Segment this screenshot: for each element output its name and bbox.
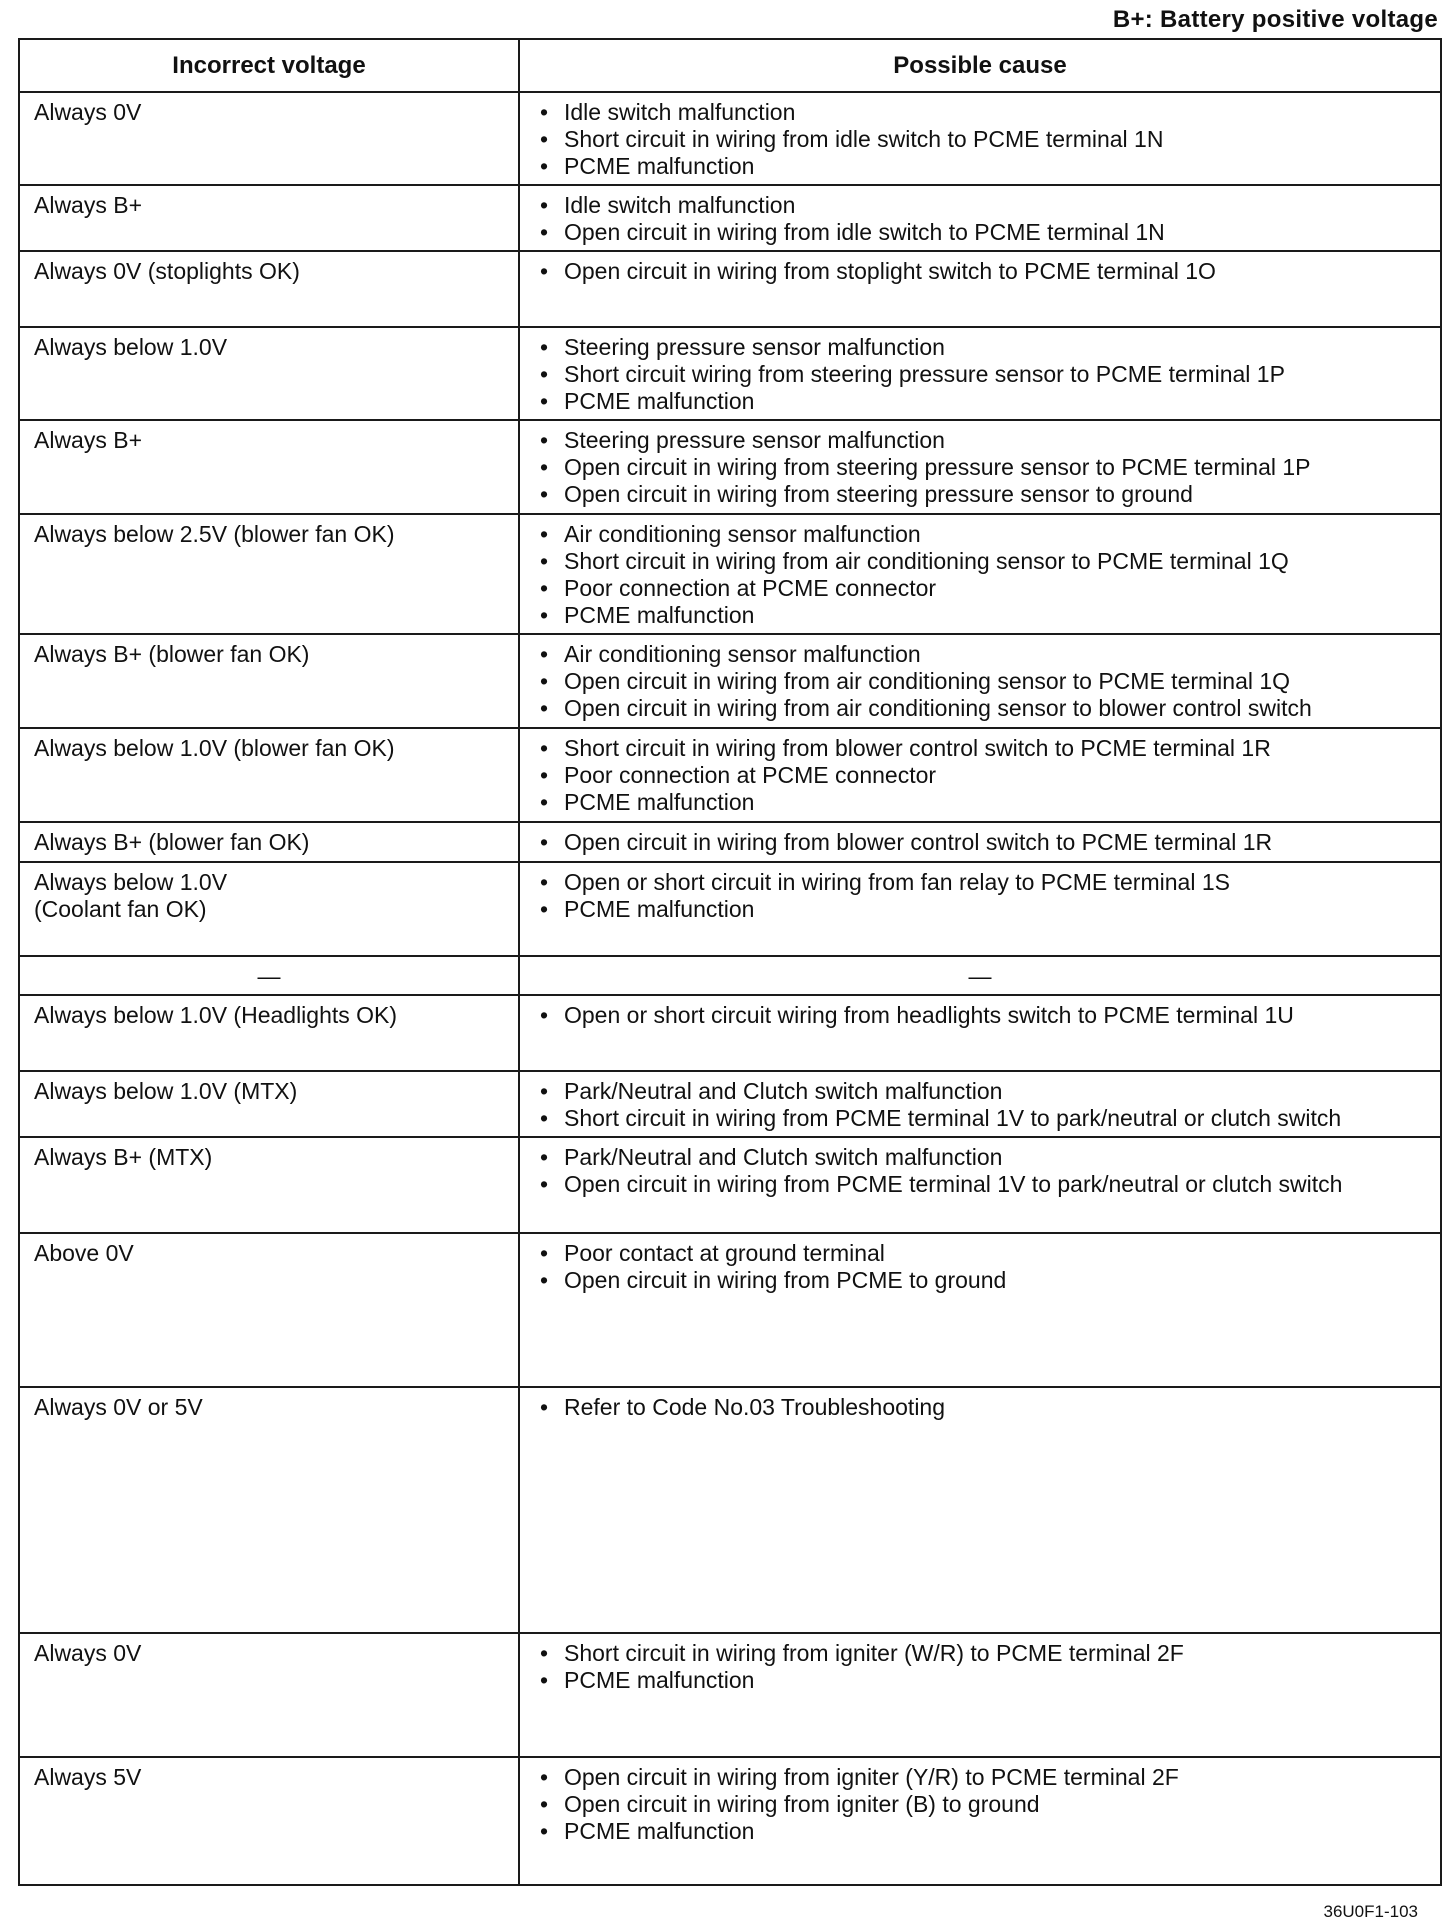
incorrect-voltage-cell: — [19, 956, 519, 995]
table-row [19, 185, 1441, 251]
possible-cause-cell [519, 1137, 1441, 1233]
incorrect-voltage-cell: Always below 1.0V (MTX) [19, 1071, 519, 1137]
cause-list [534, 1240, 1426, 1294]
table-row [19, 822, 1441, 862]
cause-list [534, 1764, 1426, 1845]
cause-item: • Open circuit in wiring from blower control switch to PCME terminal 1R [534, 829, 1426, 856]
cause-item: • Open or short circuit wiring from headlights switch to PCME terminal 1U [534, 1002, 1426, 1029]
cause-list [534, 1640, 1426, 1694]
cause-list [534, 1144, 1426, 1198]
cause-item: • Open circuit in wiring from PCME terminal 1V to park/neutral or clutch switch [534, 1171, 1426, 1198]
table-row [19, 327, 1441, 420]
cause-item: • Air conditioning sensor malfunction [534, 641, 1426, 668]
incorrect-voltage-cell: Always B+ [19, 420, 519, 514]
cause-item: • Poor connection at PCME connector [534, 575, 1426, 602]
possible-cause-cell [519, 185, 1441, 251]
table-row [19, 995, 1441, 1071]
table-row [19, 251, 1441, 327]
cause-item: • PCME malfunction [534, 896, 1426, 923]
table-row [19, 92, 1441, 185]
possible-cause-cell [519, 634, 1441, 728]
table-row [19, 728, 1441, 822]
possible-cause-cell [519, 327, 1441, 420]
cause-item: • Air conditioning sensor malfunction [534, 521, 1426, 548]
table-body [19, 92, 1441, 1885]
incorrect-voltage-header: Incorrect voltage [19, 39, 519, 92]
possible-cause-cell: — [519, 956, 1441, 995]
possible-cause-cell [519, 822, 1441, 862]
cause-list [534, 192, 1426, 246]
table-row [19, 634, 1441, 728]
cause-item: • Steering pressure sensor malfunction [534, 427, 1426, 454]
cause-item: • Short circuit wiring from steering pressure sensor to PCME terminal 1P [534, 361, 1426, 388]
cause-item: • Short circuit in wiring from igniter (W/R) to PCME terminal 2F [534, 1640, 1426, 1667]
incorrect-voltage-cell: Always below 1.0V [19, 327, 519, 420]
cause-item: • Open circuit in wiring from igniter (Y/R) to PCME terminal 2F [534, 1764, 1426, 1791]
table-row [19, 420, 1441, 514]
cause-item: • Poor connection at PCME connector [534, 762, 1426, 789]
cause-item: • Open circuit in wiring from PCME to ground [534, 1267, 1426, 1294]
possible-cause-cell [519, 862, 1441, 956]
cause-item: • Park/Neutral and Clutch switch malfunction [534, 1078, 1426, 1105]
table-row [19, 956, 1441, 995]
cause-list [534, 427, 1426, 508]
cause-list [534, 1394, 1426, 1421]
cause-list [534, 521, 1426, 629]
cause-item: • PCME malfunction [534, 1818, 1426, 1845]
cause-list [534, 829, 1426, 856]
cause-item: • Open or short circuit in wiring from fan relay to PCME terminal 1S [534, 869, 1426, 896]
possible-cause-cell [519, 728, 1441, 822]
cause-item: • Short circuit in wiring from PCME terminal 1V to park/neutral or clutch switch [534, 1105, 1426, 1132]
incorrect-voltage-cell: Always B+ (blower fan OK) [19, 822, 519, 862]
table-row [19, 1137, 1441, 1233]
possible-cause-cell [519, 92, 1441, 185]
cause-item: • Poor contact at ground terminal [534, 1240, 1426, 1267]
table-row [19, 1633, 1441, 1757]
incorrect-voltage-cell: Above 0V [19, 1233, 519, 1387]
table-row [19, 862, 1441, 956]
incorrect-voltage-cell: Always below 1.0V (Coolant fan OK) [19, 862, 519, 956]
cause-item: • Open circuit in wiring from steering pressure sensor to ground [534, 481, 1426, 508]
cause-item: • Short circuit in wiring from idle switch to PCME terminal 1N [534, 126, 1426, 153]
incorrect-voltage-cell: Always B+ (blower fan OK) [19, 634, 519, 728]
possible-cause-cell [519, 1633, 1441, 1757]
possible-cause-cell [519, 995, 1441, 1071]
cause-item: • Open circuit in wiring from stoplight switch to PCME terminal 1O [534, 258, 1426, 285]
cause-item: • Open circuit in wiring from steering pressure sensor to PCME terminal 1P [534, 454, 1426, 481]
cause-list [534, 334, 1426, 415]
incorrect-voltage-cell: Always B+ [19, 185, 519, 251]
voltage-troubleshooting-table [18, 38, 1442, 1886]
cause-item: • Open circuit in wiring from idle switch to PCME terminal 1N [534, 219, 1426, 246]
incorrect-voltage-cell: Always 0V or 5V [19, 1387, 519, 1633]
incorrect-voltage-cell: Always 5V [19, 1757, 519, 1885]
cause-list [534, 641, 1426, 722]
table-row [19, 1233, 1441, 1387]
incorrect-voltage-cell: Always B+ (MTX) [19, 1137, 519, 1233]
cause-item: • PCME malfunction [534, 153, 1426, 180]
possible-cause-header: Possible cause [519, 39, 1441, 92]
cause-item: • PCME malfunction [534, 1667, 1426, 1694]
cause-list [534, 1078, 1426, 1132]
possible-cause-cell [519, 1233, 1441, 1387]
cause-item: • Steering pressure sensor malfunction [534, 334, 1426, 361]
cause-list [534, 869, 1426, 923]
table-row [19, 514, 1441, 634]
possible-cause-cell [519, 420, 1441, 514]
incorrect-voltage-cell: Always below 1.0V (Headlights OK) [19, 995, 519, 1071]
table-row [19, 1757, 1441, 1885]
possible-cause-cell [519, 1071, 1441, 1137]
cause-item: • Park/Neutral and Clutch switch malfunction [534, 1144, 1426, 1171]
table-row [19, 1387, 1441, 1633]
cause-item: • Short circuit in wiring from air conditioning sensor to PCME terminal 1Q [534, 548, 1426, 575]
cause-item: • PCME malfunction [534, 602, 1426, 629]
cause-list [534, 258, 1426, 285]
cause-item: • Open circuit in wiring from igniter (B) to ground [534, 1791, 1426, 1818]
possible-cause-cell [519, 1757, 1441, 1885]
cause-item: • PCME malfunction [534, 789, 1426, 816]
cause-list [534, 1002, 1426, 1029]
cause-list [534, 99, 1426, 180]
incorrect-voltage-cell: Always below 2.5V (blower fan OK) [19, 514, 519, 634]
incorrect-voltage-cell: Always 0V (stoplights OK) [19, 251, 519, 327]
cause-item: • Idle switch malfunction [534, 192, 1426, 219]
figure-code: 36U0F1-103 [1323, 1902, 1418, 1921]
cause-item: • Idle switch malfunction [534, 99, 1426, 126]
possible-cause-cell [519, 514, 1441, 634]
battery-voltage-note: B+: Battery positive voltage [1112, 6, 1438, 33]
cause-list [534, 735, 1426, 816]
table-header-row [19, 39, 1441, 92]
possible-cause-cell [519, 251, 1441, 327]
table-row [19, 1071, 1441, 1137]
cause-item: • Open circuit in wiring from air conditioning sensor to PCME terminal 1Q [534, 668, 1426, 695]
cause-item: • Open circuit in wiring from air conditioning sensor to blower control switch [534, 695, 1426, 722]
cause-item: • Short circuit in wiring from blower control switch to PCME terminal 1R [534, 735, 1426, 762]
possible-cause-cell [519, 1387, 1441, 1633]
cause-item: • Refer to Code No.03 Troubleshooting [534, 1394, 1426, 1421]
incorrect-voltage-cell: Always 0V [19, 92, 519, 185]
cause-item: • PCME malfunction [534, 388, 1426, 415]
incorrect-voltage-cell: Always 0V [19, 1633, 519, 1757]
incorrect-voltage-cell: Always below 1.0V (blower fan OK) [19, 728, 519, 822]
